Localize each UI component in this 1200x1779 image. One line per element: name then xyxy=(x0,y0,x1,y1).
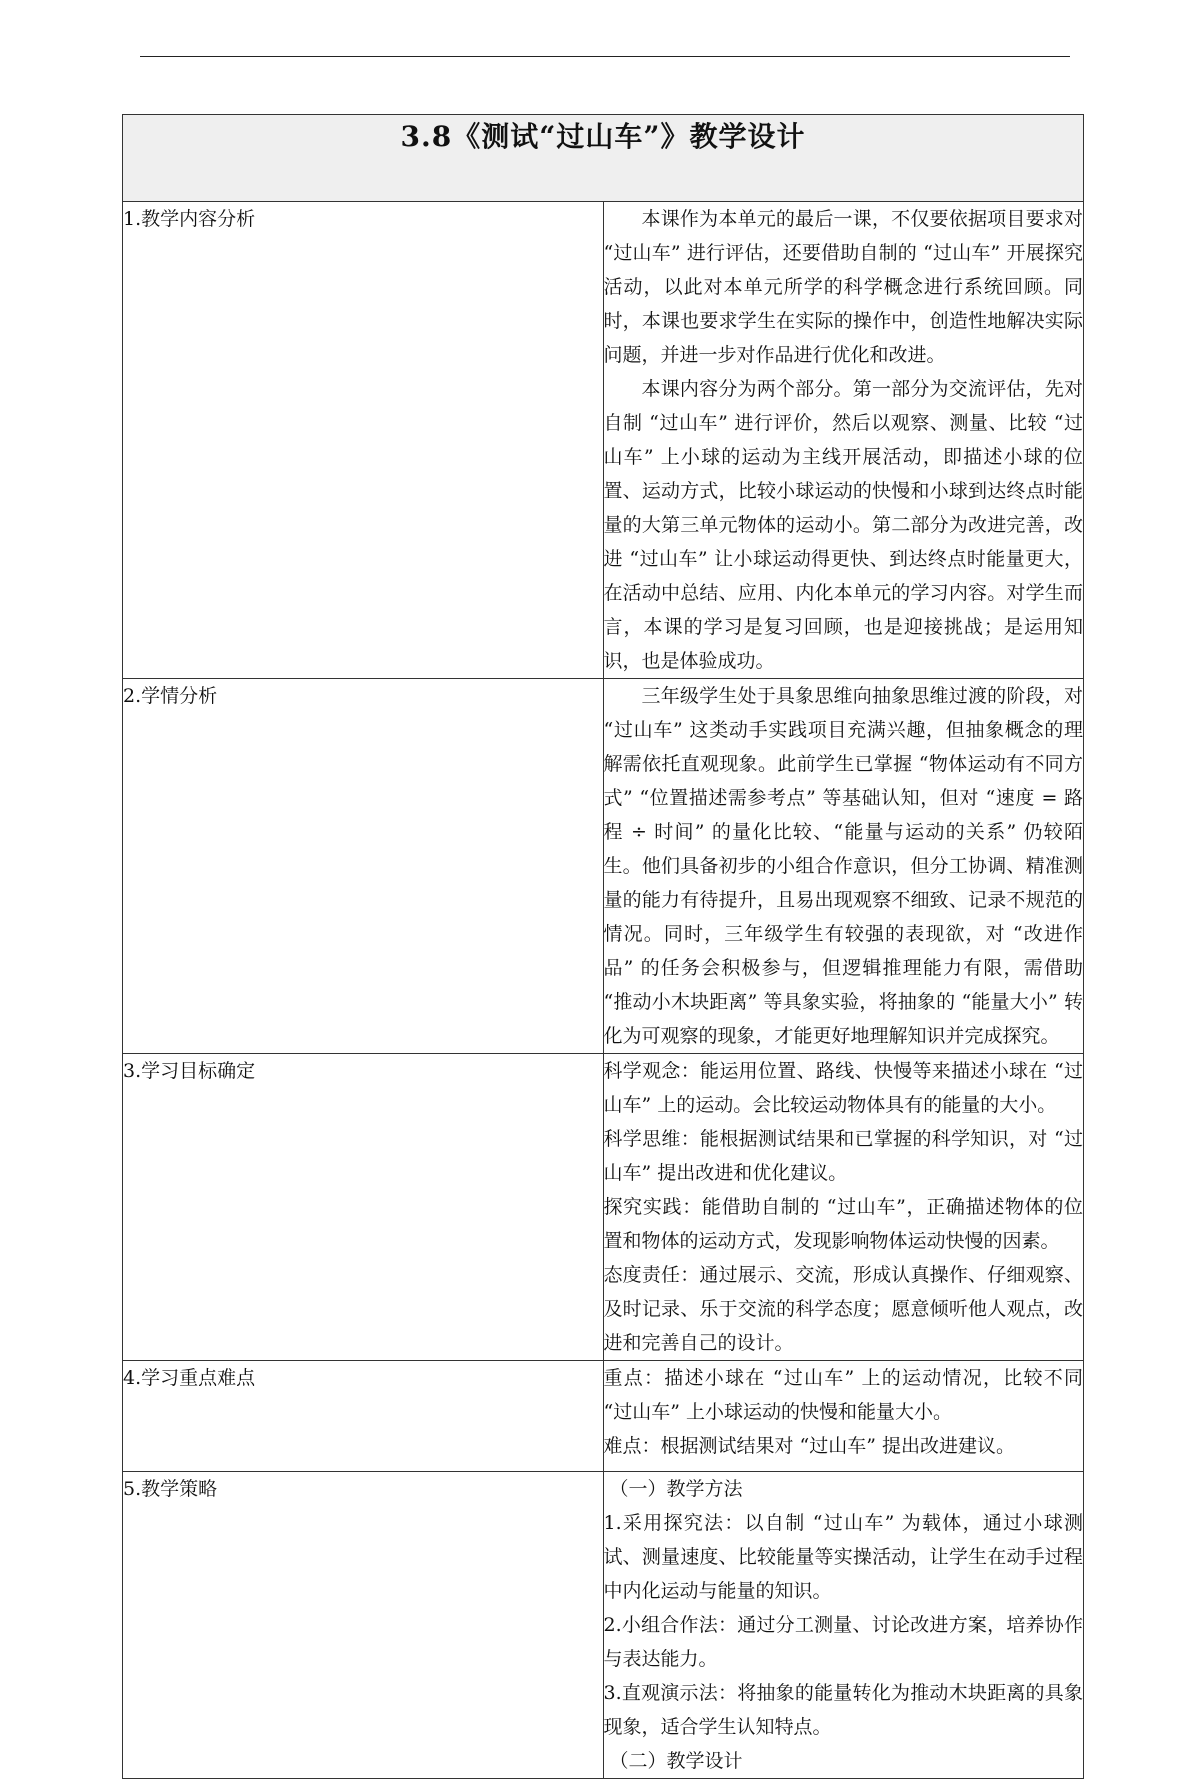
goal-item: 科学思维：能根据测试结果和已掌握的科学知识，对 “过山车” 提出改进和优化建议。 xyxy=(603,1128,1083,1184)
section-content xyxy=(603,679,1084,1054)
section-row-teaching-strategy xyxy=(123,1472,1084,1779)
goal-item: 态度责任：通过展示、交流，形成认真操作、仔细观察、及时记录、乐于交流的科学态度；愿意倾听他人观点，改进和完善自己的设计。 xyxy=(603,1264,1083,1354)
paragraph: 三年级学生处于具象思维向抽象思维过渡的阶段，对 “过山车” 这类动手实践项目充满兴趣，但抽象概念的理解需依托直观现象。此前学生已掌握 “物体运动有不同方式” “位置描述需参考点” 等基础认知，但对 “速度 = 路程 ÷ 时间” 的量化比较、“能量与运动的关系” 仍较陌生。他们具备初步的小组合作意识，但分工协调、精准测量的能力有待提升，且易出现观察不细致、记录不规范的情况。同时，三年级学生有较强的表现欲，对 “改进作品” 的任务会积极参与，但逻辑推理能力有限，需借助 “推动小木块距离” 等具象实验，将抽象的 “能量大小” 转化为可观察的现象，才能更好地理解知识并完成探究。 xyxy=(603,685,1083,1047)
document-title: 3.8《测试“过山车”》教学设计 xyxy=(123,115,1084,202)
strategy-item: 1.采用探究法：以自制 “过山车” 为载体，通过小球测试、测量速度、比较能量等实操活动，让学生在动手过程中内化运动与能量的知识。 xyxy=(603,1512,1083,1602)
section-row-learner-analysis xyxy=(123,679,1084,1054)
section-label: 3.学习目标确定 xyxy=(123,1054,604,1361)
section-row-key-points xyxy=(123,1361,1084,1472)
strategy-item: 3.直观演示法：将抽象的能量转化为推动木块距离的具象现象，适合学生认知特点。 xyxy=(603,1682,1083,1738)
title-row xyxy=(123,115,1084,202)
strategy-item: 2.小组合作法：通过分工测量、讨论改进方案，培养协作与表达能力。 xyxy=(603,1614,1083,1670)
section-label: 1.教学内容分析 xyxy=(123,202,604,679)
goal-item: 科学观念：能运用位置、路线、快慢等来描述小球在 “过山车” 上的运动。会比较运动物体具有的能量的大小。 xyxy=(603,1060,1083,1116)
section-label: 2.学情分析 xyxy=(123,679,604,1054)
subheading: （二）教学设计 xyxy=(609,1750,743,1772)
section-row-content-analysis xyxy=(123,202,1084,679)
header-rule xyxy=(140,56,1070,57)
section-content xyxy=(603,1054,1084,1361)
section-content xyxy=(603,202,1084,679)
paragraph: 本课内容分为两个部分。第一部分为交流评估，先对自制 “过山车” 进行评价，然后以观察、测量、比较 “过山车” 上小球的运动为主线开展活动，即描述小球的位置、运动方式，比较小球运动的快慢和小球到达终点时能量的大第三单元物体的运动小。第二部分为改进完善，改进 “过山车” 让小球运动得更快、到达终点时能量更大，在活动中总结、应用、内化本单元的学习内容。对学生而言，本课的学习是复习回顾，也是迎接挑战；是运用知识，也是体验成功。 xyxy=(603,378,1083,672)
lesson-design-table xyxy=(122,114,1084,1779)
goal-item: 探究实践：能借助自制的 “过山车”，正确描述物体的位置和物体的运动方式，发现影响物体运动快慢的因素。 xyxy=(603,1196,1083,1252)
section-content xyxy=(603,1361,1084,1472)
paragraph: 本课作为本单元的最后一课，不仅要依据项目要求对 “过山车” 进行评估，还要借助自制的 “过山车” 开展探究活动，以此对本单元所学的科学概念进行系统回顾。同时，本课也要求学生在实际的操作中，创造性地解决实际问题，并进一步对作品进行优化和改进。 xyxy=(603,208,1083,366)
difficulty-point: 难点：根据测试结果对 “过山车” 提出改进建议。 xyxy=(603,1435,1016,1457)
section-content xyxy=(603,1472,1084,1779)
section-row-learning-goals xyxy=(123,1054,1084,1361)
key-point: 重点：描述小球在 “过山车” 上的运动情况，比较不同 “过山车” 上小球运动的快慢和能量大小。 xyxy=(603,1367,1083,1423)
section-label: 5.教学策略 xyxy=(123,1472,604,1779)
subheading: （一）教学方法 xyxy=(609,1478,743,1500)
section-label: 4.学习重点难点 xyxy=(123,1361,604,1472)
